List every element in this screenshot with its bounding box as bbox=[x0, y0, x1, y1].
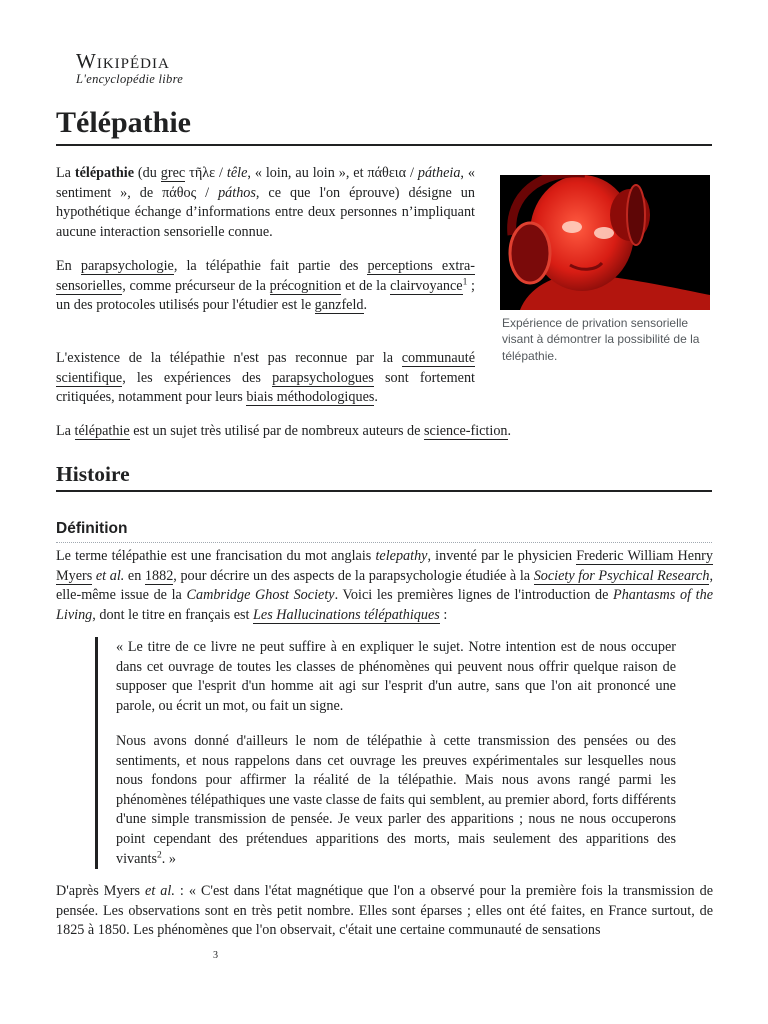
footnote-ref-3[interactable]: 3 bbox=[213, 950, 218, 961]
logo-title: Wikipédia bbox=[76, 49, 170, 73]
link-1882[interactable]: 1882 bbox=[144, 567, 174, 584]
intro-paragraph-1: La télépathie (du grec τῆλε / têle, « loin, au loin », et πάθεια / pátheia, « sentiment », de πάθος / páthos, ce que l'on éprouve) désigne un hypothétique échange d’informations entre deux personnes n’impliquant aucune interaction sensorielle connue. bbox=[56, 165, 475, 240]
greek-tele: τῆλε bbox=[189, 165, 216, 181]
link-science-fiction[interactable]: science-fiction bbox=[424, 423, 508, 439]
translit-tele: têle bbox=[226, 165, 248, 181]
link-biais-methodologiques[interactable]: biais méthodologiques bbox=[246, 389, 375, 406]
image-caption: Expérience de privation sensorielle visant à démontrer la possibilité de la télépathie. bbox=[502, 316, 700, 363]
greek-pathos: πάθος bbox=[162, 184, 197, 201]
link-communaute-scientifique[interactable]: communauté scientifique bbox=[56, 350, 475, 386]
term-telepathie: télépathie bbox=[74, 165, 134, 181]
definition-paragraph: Le terme télépathie est une francisation du mot anglais telepathy, inventé par le physicien Frederic William Henry Myers et al. en 1882, pour décrire un des aspects de la parapsychologie étudiée à la Society for Psychical Research, elle-même issue de la Cambridge Ghost Society. Voici les premières lignes de l'introduction de Phantasms of the Living, dont le titre en français est Les Hallucinations télépathiques : bbox=[56, 548, 714, 623]
blockquote bbox=[95, 637, 678, 869]
link-parapsychologie[interactable]: parapsychologie bbox=[80, 258, 174, 274]
translit-patheia: pátheia bbox=[417, 165, 461, 181]
link-society-psychical-research[interactable]: Society for Psychical Research bbox=[533, 567, 710, 584]
greek-patheia: πάθεια bbox=[367, 165, 407, 181]
page-title: Télépathie bbox=[56, 104, 712, 146]
logo-tagline: L'encyclopédie libre bbox=[76, 72, 184, 86]
link-parapsychologues[interactable]: parapsychologues bbox=[272, 369, 374, 386]
myers-paragraph: D'après Myers et al. : « C'est dans l'état magnétique que l'on a observé pour la première fois la transmission de pensée. Les observations sont en très petit nombre. Elles sont éparses ; elles ont été faites, en France surtout, de 1825 à 1850. Les phénomènes que l'on observait, c'était une certaine communauté de sensations bbox=[56, 883, 713, 939]
footnote-ref-2[interactable]: 2 bbox=[156, 849, 162, 860]
translit-pathos: páthos bbox=[218, 184, 256, 201]
intro-paragraph-3: L'existence de la télépathie n'est pas reconnue par la communauté scientifique, les expériences des parapsychologues sont fortement critiquées, notamment pour leurs biais méthodologiques. bbox=[56, 350, 475, 406]
link-grec[interactable]: grec bbox=[160, 165, 186, 181]
intro-paragraph-2: En parapsychologie, la télépathie fait partie des perceptions extra-sensorielles, comme précurseur de la précognition et de la clairvoyance$^1$ ; un des protocoles utilisés pour l'étudier est le ganzfeld. bbox=[56, 258, 476, 314]
link-frederic-myers[interactable]: Frederic William Henry Myers bbox=[56, 548, 713, 584]
ganzfeld-illustration bbox=[500, 175, 710, 310]
section-heading-histoire: Histoire bbox=[56, 460, 712, 492]
ganzfeld-image[interactable] bbox=[500, 175, 710, 310]
footnote-ref-1[interactable]: 1 bbox=[462, 276, 468, 287]
subsection-heading-definition: Définition bbox=[56, 518, 712, 543]
wikipedia-logo[interactable] bbox=[76, 50, 194, 86]
link-clairvoyance[interactable]: clairvoyance bbox=[390, 277, 463, 294]
quote-paragraph-2: Nous avons donné d'ailleurs le nom de télépathie à cette transmission des pensées ou des sentiments, et nous rappelons dans cet ouvrage les preuves expérimentales sur lesquelles nous nous fondons pour affirmer la réalité de la télépathie. Mais nous avons rangé parmi les phénomènes télépathiques une vaste classe de faits qui semblent, au premier abord, forts différents d'une simple transmission de pensée. Je veux parler des apparitions ; nous ne nous occuperons point cependant des prétendues apparitions des morts, mais seulement des apparitions des vivants$^2$. » bbox=[116, 733, 676, 867]
link-hallucinations-telepathiques[interactable]: Les Hallucinations télépathiques bbox=[253, 606, 440, 623]
quote-paragraph-1: « Le titre de ce livre ne peut suffire à en expliquer le sujet. Notre intention est de nous occuper dans cet ouvrage de toutes les classes de phénomènes qui peuvent nous offrir quelque raison de supposer que l'esprit d'un homme ait agi sur l'esprit d'un autre, sans que l'on ait prononcé une parole, ou écrit un mot, ou fait un signe. bbox=[116, 639, 676, 714]
link-perceptions-extra-sensorielles[interactable]: perceptions extra-sensorielles bbox=[56, 258, 476, 294]
link-ganzfeld[interactable]: ganzfeld bbox=[314, 297, 364, 314]
link-telepathie[interactable]: télépathie bbox=[74, 423, 130, 439]
intro-paragraph-4: La télépathie est un sujet très utilisé par de nombreux auteurs de science-fiction. bbox=[56, 423, 512, 439]
link-precognition[interactable]: précognition bbox=[269, 277, 342, 294]
